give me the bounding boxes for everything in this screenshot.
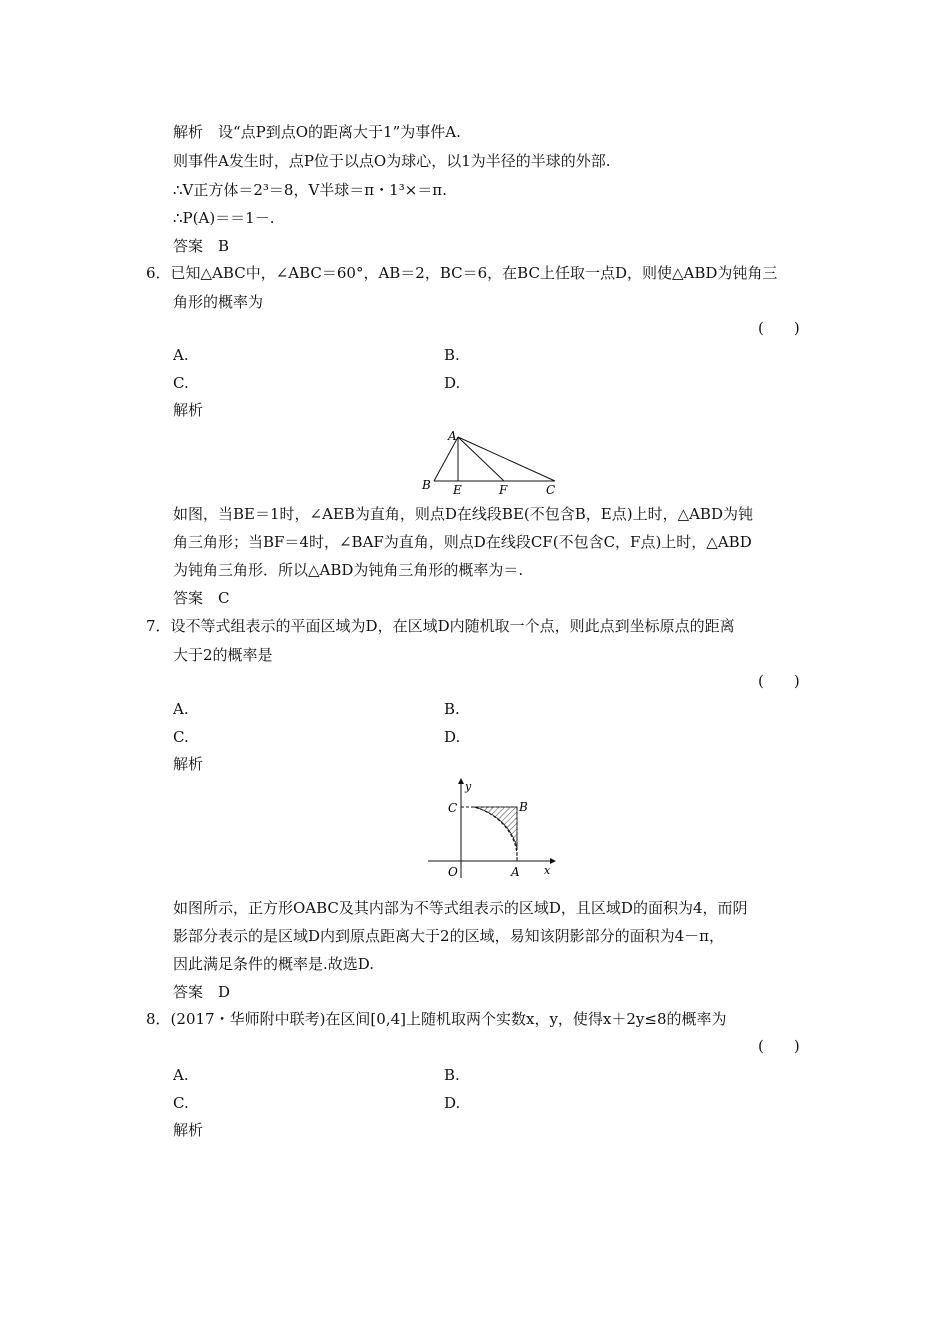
q7-explanation-line1: 如图所示，正方形OABC及其内部为不等式组表示的区域D，且区域D的面积为4，而阴 (173, 899, 748, 917)
q6-point-b-label: B (422, 478, 431, 492)
q6-point-c-label: C (546, 483, 556, 497)
q8-option-a: A. (173, 1066, 189, 1084)
q6-point-a-label: A (448, 429, 457, 443)
q8-option-c: C. (173, 1094, 189, 1112)
q7-stem-line1: 7．设不等式组表示的平面区域为D，在区域D内随机取一个点，则此点到坐标原点的距离 (146, 617, 735, 635)
q7-explanation-line3: 因此满足条件的概率是.故选D. (173, 955, 375, 973)
q7-region-figure (426, 778, 560, 882)
s5-solution-line3: ∴V正方体＝2³＝8，V半球＝π・1³×＝π. (173, 181, 447, 199)
q7-point-a-label: A (511, 865, 520, 879)
q6-point-f-label: F (499, 483, 508, 497)
q6-option-b: B. (444, 346, 460, 364)
q8-answer-blank: ( ) (758, 1037, 800, 1055)
q7-option-a: A. (173, 700, 189, 718)
q7-explanation-line2: 影部分表示的是区域D内到原点距离大于2的区域，易知该阴影部分的面积为4－π， (173, 927, 724, 945)
q6-answer-blank: ( ) (758, 319, 800, 337)
q6-explanation-line1: 如图，当BE＝1时，∠AEB为直角，则点D在线段BE(不包含B，E点)上时，△ABD为钝 (173, 505, 753, 523)
q6-point-e-label: E (453, 483, 462, 497)
q6-option-c: C. (173, 374, 189, 392)
q7-point-b-label: B (519, 800, 528, 814)
q7-point-c-label: C (448, 801, 458, 815)
q6-option-d: D. (444, 374, 461, 392)
q8-stem-line1: 8．(2017・华师附中联考)在区间[0,4]上随机取两个实数x，y，使得x＋2y≤8的概率为 (146, 1010, 727, 1028)
q6-stem-line1: 6．已知△ABC中，∠ABC＝60°，AB＝2，BC＝6，在BC上任取一点D，则使△ABD为钝角三 (146, 264, 778, 282)
q8-solution-label: 解析 (173, 1121, 204, 1139)
q8-option-b: B. (444, 1066, 460, 1084)
q7-origin-label: O (448, 865, 458, 879)
q7-option-d: D. (444, 728, 461, 746)
q7-x-axis-label: x (544, 864, 551, 877)
q6-option-a: A. (173, 346, 189, 364)
q6-solution-label: 解析 (173, 401, 204, 419)
q6-explanation-line2: 角三角形；当BF＝4时，∠BAF为直角，则点D在线段CF(不包含C，F点)上时，△ABD (173, 533, 752, 551)
s5-answer: 答案 B (173, 237, 230, 255)
q6-triangle-figure (418, 428, 568, 498)
q7-answer: 答案 D (173, 983, 231, 1001)
s5-solution-line2: 则事件A发生时，点P位于以点O为球心，以1为半径的半球的外部. (173, 152, 611, 170)
q7-option-b: B. (444, 700, 460, 718)
q7-option-c: C. (173, 728, 189, 746)
q6-answer: 答案 C (173, 589, 230, 607)
q6-explanation-line3: 为钝角三角形．所以△ABD为钝角三角形的概率为＝. (173, 561, 524, 579)
q7-solution-label: 解析 (173, 755, 204, 773)
q7-y-axis-label: y (465, 780, 472, 793)
s5-solution-line1: 解析 设“点P到点O的距离大于1”为事件A. (173, 123, 461, 141)
q8-option-d: D. (444, 1094, 461, 1112)
q6-stem-line2: 角形的概率为 (173, 293, 264, 311)
q7-stem-line2: 大于2的概率是 (173, 646, 273, 664)
s5-solution-line4: ∴P(A)＝＝1－. (173, 209, 275, 227)
q7-answer-blank: ( ) (758, 672, 800, 690)
